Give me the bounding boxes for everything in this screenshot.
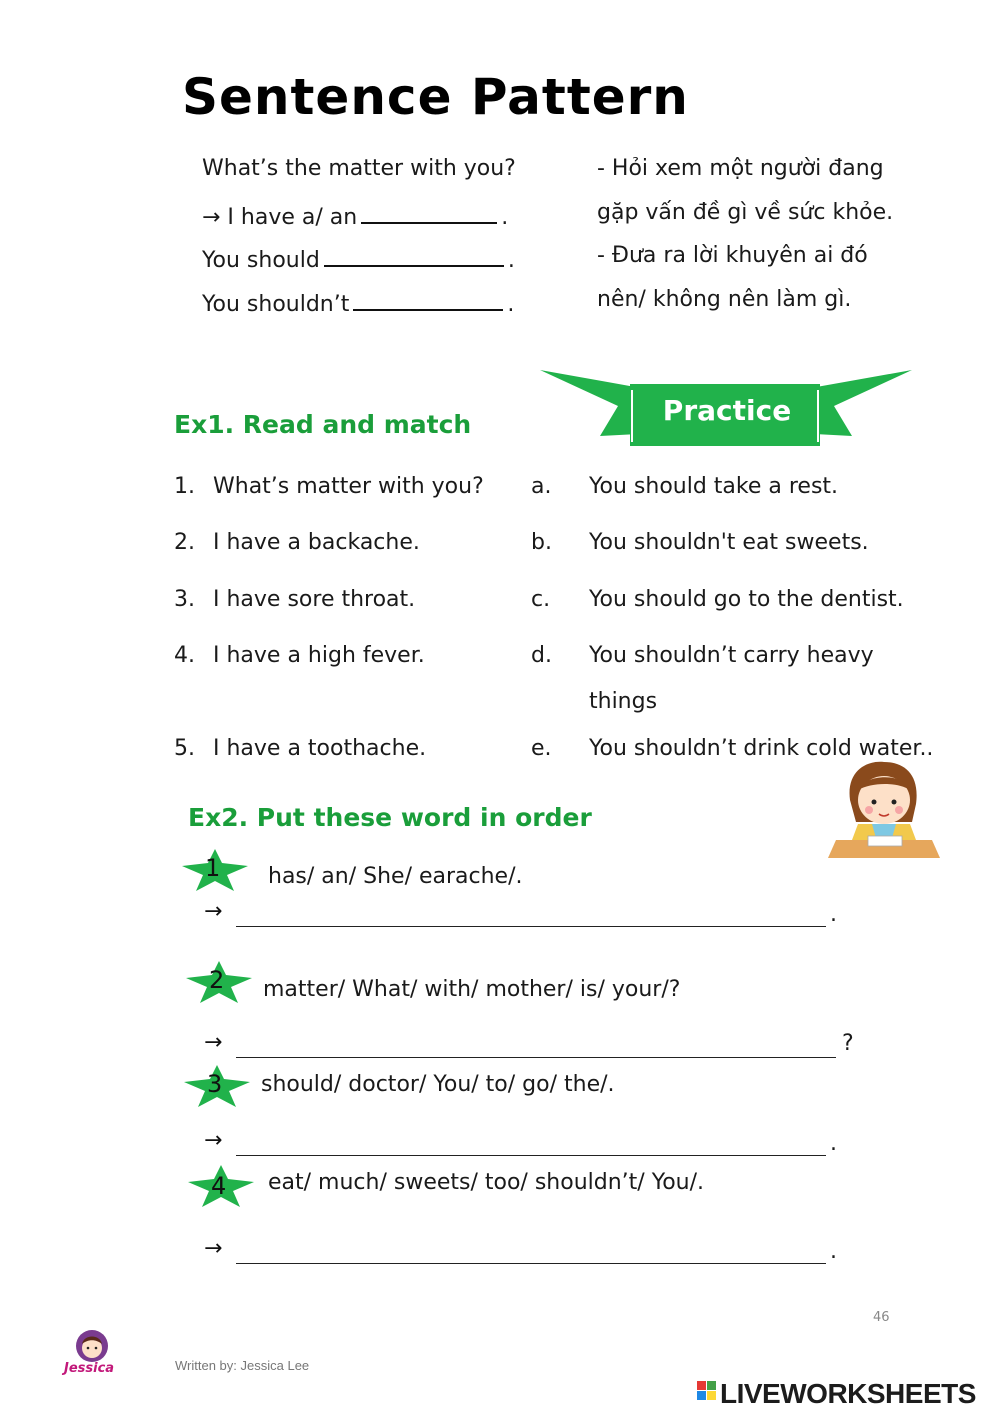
- answer-d-text: You shouldn’t carry heavy: [589, 643, 874, 668]
- banner-label: Practice: [662, 394, 792, 427]
- question-2-number: 2.: [174, 530, 195, 555]
- item-3-number: 3: [207, 1070, 223, 1098]
- pattern-line-2-text: → I have a/ an: [202, 205, 358, 230]
- answer-d-text-continued: things: [589, 689, 658, 714]
- girl-studying-illustration: [828, 760, 940, 860]
- item-3-end-mark: .: [830, 1131, 837, 1156]
- pattern-blank-1: [361, 200, 497, 224]
- item-1-arrow: →: [204, 899, 223, 924]
- pattern-note-2: gặp vấn đề gì về sức khỏe.: [597, 200, 894, 225]
- question-1-number: 1.: [174, 474, 195, 499]
- item-4-end-mark: .: [830, 1239, 837, 1264]
- item-2-words: matter/ What/ with/ mother/ is/ your/?: [263, 977, 681, 1002]
- item-2-answer-line[interactable]: [236, 1057, 836, 1058]
- question-5-text: I have a toothache.: [213, 736, 427, 761]
- page-title: Sentence Pattern: [182, 68, 689, 126]
- answer-b-letter: b.: [531, 530, 552, 555]
- question-1-text: What’s matter with you?: [213, 474, 484, 499]
- ex1-heading: Ex1. Read and match: [174, 410, 472, 439]
- item-1-words: has/ an/ She/ earache/.: [268, 864, 523, 889]
- question-2-text: I have a backache.: [213, 530, 420, 555]
- jessica-logo-text: Jessica: [64, 1361, 115, 1376]
- item-4-number: 4: [211, 1172, 227, 1200]
- question-4-number: 4.: [174, 643, 195, 668]
- item-2-arrow: →: [204, 1030, 223, 1055]
- pattern-note-3: - Đưa ra lời khuyên ai đó: [597, 243, 868, 268]
- answer-b-text: You shouldn't eat sweets.: [589, 530, 869, 555]
- pattern-blank-3: [353, 287, 503, 311]
- item-2-end-mark: ?: [842, 1031, 854, 1056]
- item-4-arrow: →: [204, 1236, 223, 1261]
- answer-c-letter: c.: [531, 587, 551, 612]
- item-3-arrow: →: [204, 1128, 223, 1153]
- item-1-end-mark: .: [830, 902, 837, 927]
- pattern-blank-2: [324, 243, 504, 267]
- question-3-number: 3.: [174, 587, 195, 612]
- answer-a-text: You should take a rest.: [589, 474, 839, 499]
- pattern-line-1: What’s the matter with you?: [202, 156, 516, 181]
- question-5-number: 5.: [174, 736, 195, 761]
- page-number: 46: [873, 1310, 890, 1325]
- answer-e-letter: e.: [531, 736, 552, 761]
- liveworksheets-brand: LIVEWORKSHEETS: [720, 1378, 976, 1409]
- ex2-heading: Ex2. Put these word in order: [188, 803, 592, 832]
- answer-a-letter: a.: [531, 474, 552, 499]
- pattern-line-2: → I have a/ an .: [202, 200, 508, 230]
- answer-d-letter: d.: [531, 643, 552, 668]
- answer-c-text: You should go to the dentist.: [589, 587, 904, 612]
- item-4-words: eat/ much/ sweets/ too/ shouldn’t/ You/.: [268, 1170, 705, 1195]
- item-4-answer-line[interactable]: [236, 1263, 826, 1264]
- pattern-note-4: nên/ không nên làm gì.: [597, 287, 852, 312]
- pattern-note-1: - Hỏi xem một người đang: [597, 156, 884, 181]
- question-3-text: I have sore throat.: [213, 587, 416, 612]
- item-2-number: 2: [209, 966, 225, 994]
- item-3-answer-line[interactable]: [236, 1155, 826, 1156]
- item-1-number: 1: [205, 854, 221, 882]
- pattern-line-3-text: You should: [202, 248, 320, 273]
- pattern-line-3: You should .: [202, 243, 515, 273]
- item-3-words: should/ doctor/ You/ to/ go/ the/.: [261, 1072, 615, 1097]
- pattern-line-4: You shouldn’t .: [202, 287, 514, 317]
- pattern-line-4-text: You shouldn’t: [202, 292, 350, 317]
- liveworksheets-logo-icon: [697, 1381, 717, 1407]
- answer-e-text: You shouldn’t drink cold water..: [589, 736, 934, 761]
- item-1-answer-line[interactable]: [236, 926, 826, 927]
- question-4-text: I have a high fever.: [213, 643, 425, 668]
- author-credit: Written by: Jessica Lee: [175, 1358, 310, 1373]
